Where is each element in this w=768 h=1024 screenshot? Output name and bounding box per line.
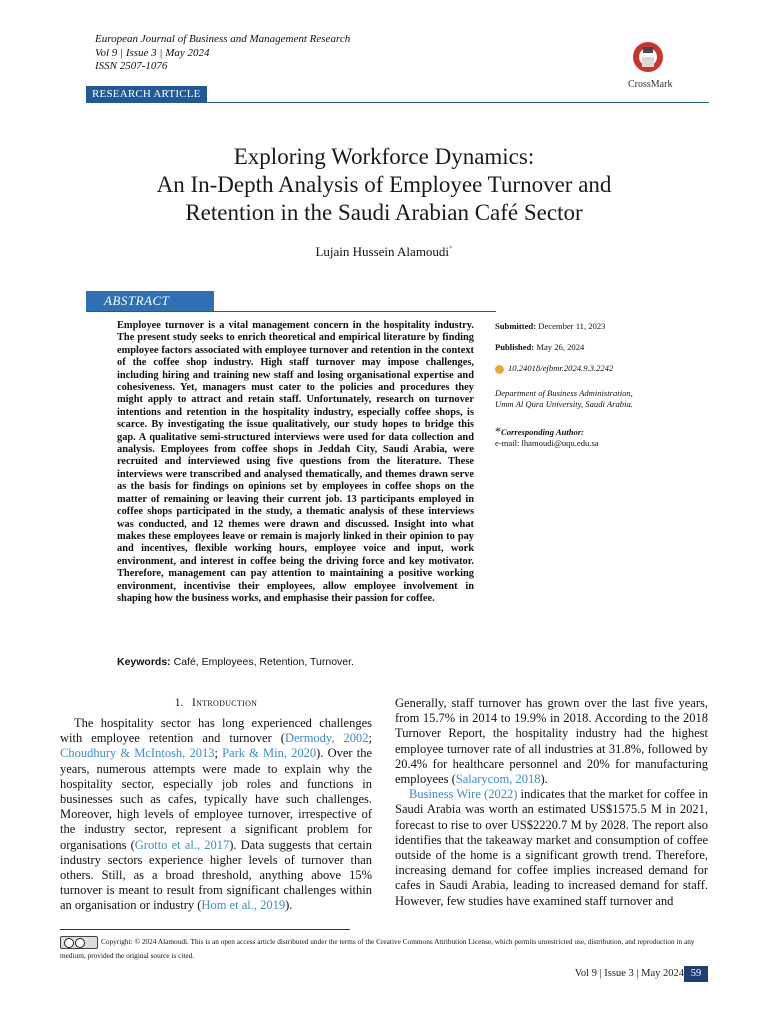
crossmark-label: CrossMark [628, 79, 673, 90]
section-number: 1. [174, 697, 184, 709]
submitted-label: Submitted: [495, 321, 537, 331]
journal-header [95, 33, 350, 74]
doi-row[interactable] [495, 363, 685, 374]
crossmark-icon [630, 40, 666, 74]
body-text: ; [214, 746, 223, 761]
citation-link[interactable]: Park & Min, 2020 [222, 746, 317, 761]
section-title: Introduction [192, 697, 258, 709]
citation-link[interactable]: Salarycom, 2018 [455, 772, 541, 787]
affiliation-line: Umm Al Qura University, Saudi Arabia. [495, 399, 633, 409]
title-line: Retention in the Saudi Arabian Café Sector [185, 200, 583, 225]
author-name[interactable]: Lujain Hussein Alamoudi [315, 244, 450, 259]
abstract-bar [86, 291, 496, 312]
body-text: ). [540, 772, 548, 787]
body-text: indicates that the market for coffee in Saudi Arabia was worth an estimated US$1575.5 M in 2021, forecast to rise to over US$2220.7 M by 2028. The report also identifies that the takeaway market and consumption of coffee outside of the home is a significant growth trend. Therefore, increasing demand for coffee implies increased demand for cafes in Saudi Arabia, leading to increased demand for staff. However, few studies have examined staff turnover and [395, 787, 708, 908]
body-text: Generally, staff turnover has grown over the last five years, from 15.7% in 2014 to 19.9% in 2018. According to the 2018 Turnover Report, the hospitality industry had the highest employee turnover rate of all industries at 31.8%, followed by 20.4% for healthcare personnel and 20% for manufacturing employees ( [395, 696, 708, 787]
doi-icon [495, 365, 504, 374]
citation-link[interactable]: Choudhury & McIntosh, 2013 [60, 746, 215, 761]
citation-link[interactable]: Business Wire (2022) [409, 787, 518, 802]
doi-link[interactable]: 10.24018/ejbmr.2024.9.3.2242 [508, 363, 614, 373]
paragraph [395, 696, 708, 787]
section-heading [60, 697, 372, 709]
submitted-date: December 11, 2023 [538, 321, 606, 331]
abstract-heading: ABSTRACT [86, 291, 214, 311]
corresponding-email[interactable]: e-mail: lhamoudi@uqu.edu.sa [495, 438, 599, 448]
journal-name: European Journal of Business and Management Research [95, 33, 351, 45]
published-row [495, 342, 685, 353]
citation-link[interactable]: Dermody, 2002 [284, 731, 369, 746]
journal-issn: ISSN 2507-1076 [95, 60, 168, 72]
crossmark-badge[interactable] [628, 40, 673, 90]
published-label: Published: [495, 342, 535, 352]
page-number: 59 [684, 966, 708, 982]
corresponding-label: Corresponding Author: [501, 427, 585, 437]
author-line [60, 244, 708, 260]
submitted-row [495, 321, 685, 332]
paper-title [60, 143, 708, 227]
body-text: The hospitality sector has long experienced challenges with employee retention and turnover ( [60, 716, 372, 746]
corresponding [495, 426, 685, 449]
copyright-notice [60, 935, 710, 962]
body-text: ). [285, 898, 293, 913]
footnote-rule [60, 929, 350, 930]
published-date: May 26, 2024 [536, 342, 585, 352]
body-text: ). Over the years, numerous attempts were made to explain why the hospitality sector, especially job roles and functions in businesses such as cafes, typically have such challenges. Moreover, high levels of employee turnover, irrespective of the industry sector, represent a significant problem for organisations ( [60, 746, 372, 852]
footer-volume: Vol 9 | Issue 3 | May 2024 [574, 968, 684, 979]
citation-link[interactable]: Hom et al., 2019 [201, 898, 286, 913]
journal-volume: Vol 9 | Issue 3 | May 2024 [95, 46, 210, 59]
author-mark: * [449, 244, 453, 253]
title-line: Exploring Workforce Dynamics: [233, 144, 535, 169]
paragraph [395, 787, 708, 909]
article-type-label: RESEARCH ARTICLE [86, 86, 207, 102]
article-type-bar [86, 86, 709, 103]
keywords-list: Café, Employees, Retention, Turnover. [173, 656, 354, 668]
abstract-text: Employee turnover is a vital management concern in the hospitality industry. The present study seeks to enrich theoretical and empirical literature by finding employee factors associated with employee turnover and retention in the context of the coffee shop industry. High staff turnover may impose challenges, including hiring and training new staff and losing organisational expertise and cohesiveness. Yet, managers must cater to the policies and procedures they might apply to attract and retain staff. Unfortunately, research on turnover intentions and retention in the hospitality industry, especially coffee shops, is scarce. By investigating the issue qualitatively, our study hopes to bridge this gap. A qualitative semi-structured interviews were used for data collection and analysis. Employees from coffee shops in Jeddah City, Saudi Arabia, were recruited and interviewed using five questions from the literature. These interviews were transcribed and analysed thematically, and themes drawn serve as the basis for findings on opinions set by employees in coffee shops on the matter of remaining or leaving their current job. 13 participants employed in coffee shops participated in the study, a thematic analysis of these interviews was conducted, and 12 themes were drawn and discussed. Insight into what makes these employees leave or remain is majorly linked in their opinion to pay and incentives, flexible working hours, employee voice and input, work environment, and interest in coffee being the driving force and key motivator. Therefore, management can pay attention to maintaining a positive working environment, incentivise their employees, allow employee involvement in shaping how the business works, and emphasise their passion for coffee. [117, 320, 474, 604]
keywords-label: Keywords: [117, 656, 171, 668]
corresponding-mark: * [495, 424, 501, 438]
intro-right-column [395, 696, 708, 909]
affiliation [495, 388, 685, 410]
citation-link[interactable]: Grotto et al., 2017 [134, 837, 230, 852]
cc-by-license-icon[interactable] [60, 936, 98, 949]
copyright-text: Copyright: © 2024 Alamoudi. This is an open access article distributed under the terms of the Creative Commons Attribution License, which permits unrestricted use, distribution, and reproduction in any medium, provided the original source is cited. [60, 937, 695, 960]
keywords [117, 656, 354, 668]
affiliation-line: Department of Business Administration, [495, 388, 633, 398]
intro-left-column [60, 716, 372, 914]
article-sidebar [495, 321, 685, 449]
title-line: An In-Depth Analysis of Employee Turnover and [156, 172, 612, 197]
body-text: ). Data suggests that certain industry sectors experience higher levels of turnover than others. Still, as a broad threshold, anything above 15% turnover is meant to result from significant challenges within an organisation or industry ( [60, 837, 372, 913]
body-text: ; [368, 731, 372, 746]
